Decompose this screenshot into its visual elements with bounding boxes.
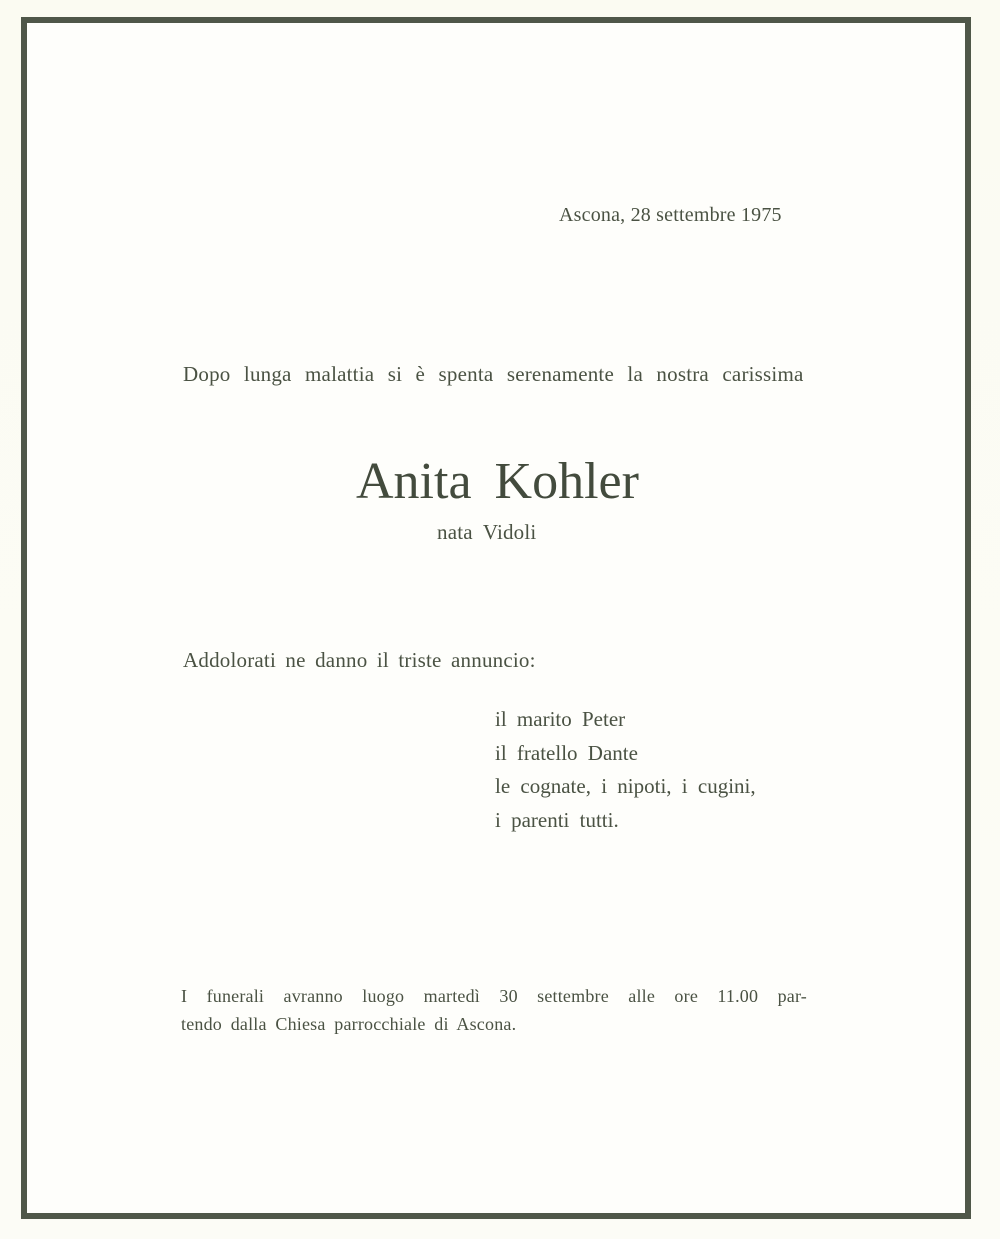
mourning-border-frame: [21, 17, 971, 1219]
mourner-item: le cognate, i nipoti, i cugini,: [495, 774, 756, 798]
maiden-name: nata Vidoli: [437, 520, 537, 544]
mourner-item: il marito Peter: [495, 707, 626, 731]
mourners-list: [495, 703, 756, 837]
place-date: Ascona, 28 settembre 1975: [559, 204, 782, 226]
mourner-item: il fratello Dante: [495, 740, 638, 765]
announcement-line: Addolorati ne danno il triste annuncio:: [183, 648, 536, 672]
funeral-line: I funerali avranno luogo martedì 30 settembre alle ore 11.00 par-: [181, 986, 807, 1006]
deceased-name: Anita Kohler: [356, 453, 639, 510]
intro-paragraph: Dopo lunga malattia si è spenta serenamente la nostra carissima: [183, 362, 804, 386]
funeral-details: [181, 982, 807, 1038]
mourner-item: i parenti tutti.: [495, 807, 619, 832]
funeral-line: tendo dalla Chiesa parrocchiale di Ascona.: [181, 1014, 517, 1034]
